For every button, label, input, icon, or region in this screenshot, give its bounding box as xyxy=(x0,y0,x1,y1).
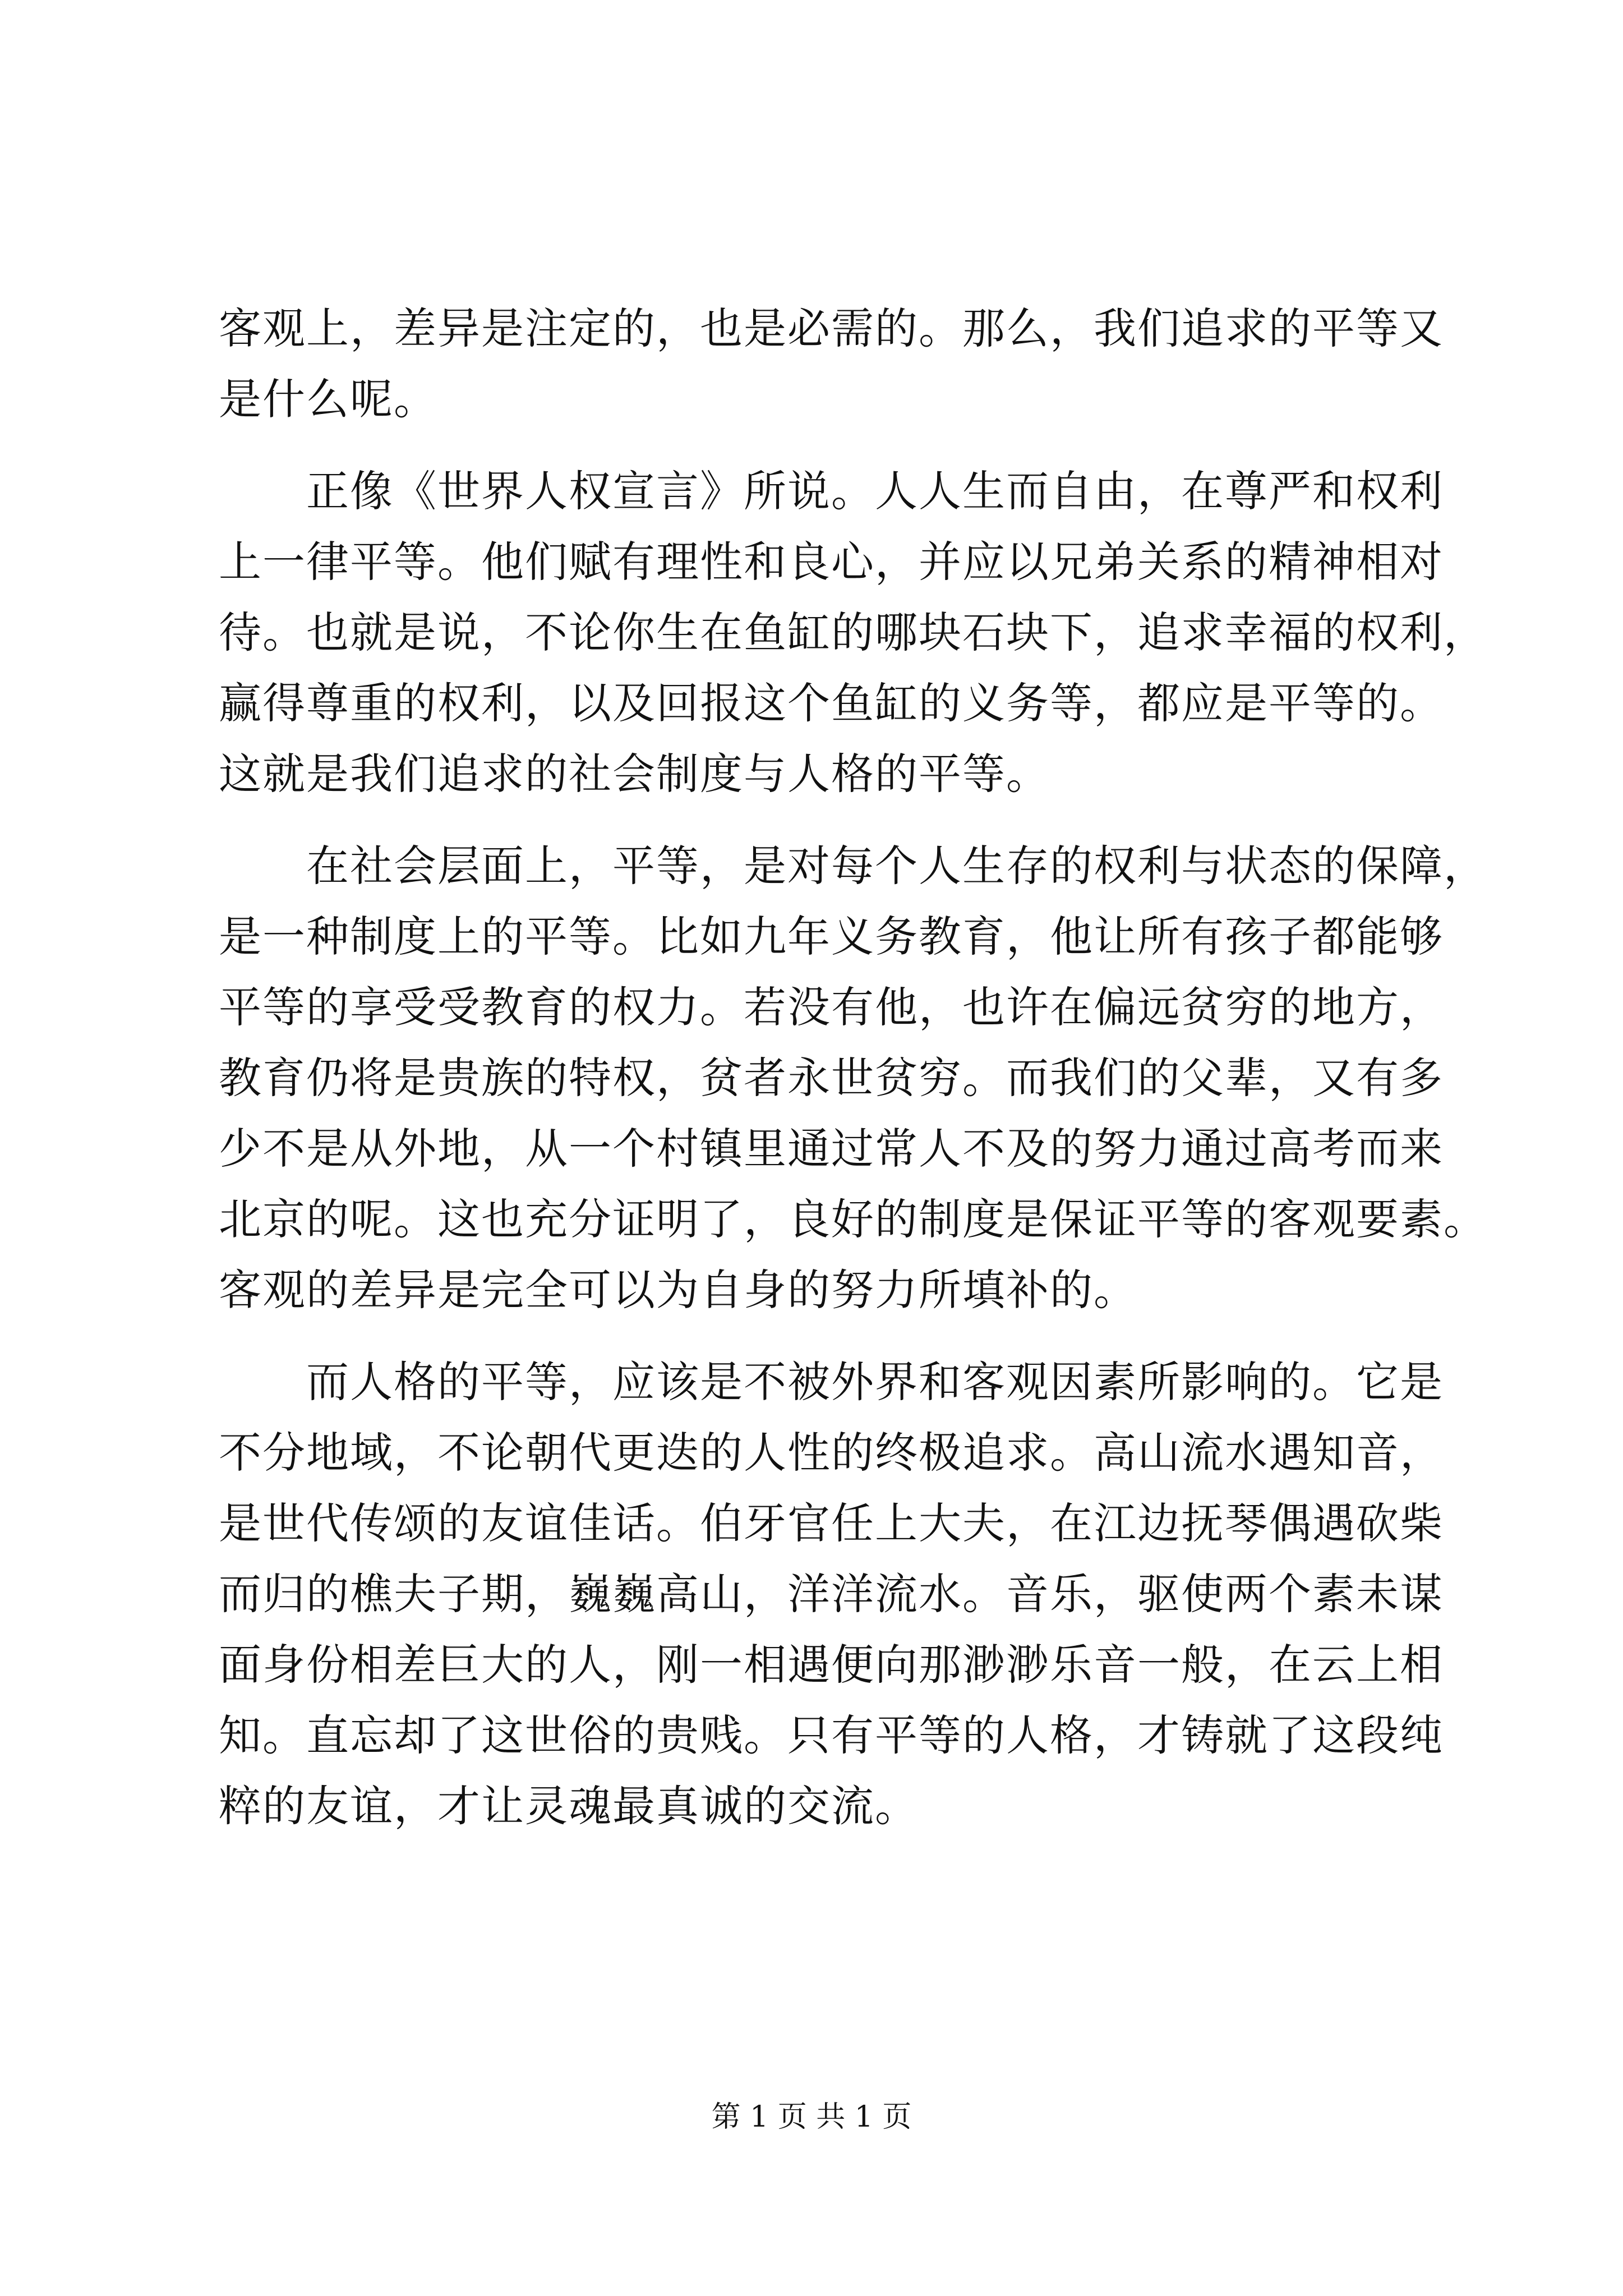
text-line: 平等的享受受教育的权力。若没有他，也许在偏远贫穷的地方， xyxy=(219,982,1444,1032)
paragraph-start-line: 正像《世界人权宣言》所说。人人生而自由，在尊严和权利 xyxy=(306,466,1444,516)
text-line: 教育仍将是贵族的特权，贫者永世贫穷。而我们的父辈，又有多 xyxy=(219,1053,1444,1103)
text-line: 知。直忘却了这世俗的贵贱。只有平等的人格，才铸就了这段纯 xyxy=(219,1710,1444,1760)
text-line: 上一律平等。他们赋有理性和良心，并应以兄弟关系的精神相对 xyxy=(219,537,1444,587)
text-line: 粹的友谊，才让灵魂最真诚的交流。 xyxy=(219,1781,919,1831)
text-line: 这就是我们追求的社会制度与人格的平等。 xyxy=(219,749,1050,799)
text-line: 不分地域，不论朝代更迭的人性的终极追求。高山流水遇知音， xyxy=(219,1428,1444,1478)
page-number-footer: 第 1 页 共 1 页 xyxy=(711,2100,912,2134)
text-line: 客观上，差异是注定的，也是必需的。那么，我们追求的平等又 xyxy=(219,303,1444,353)
text-line: 少不是从外地，从一个村镇里通过常人不及的努力通过高考而来 xyxy=(219,1124,1444,1174)
text-line: 是世代传颂的友谊佳话。伯牙官任上大夫，在江边抚琴偶遇砍柴 xyxy=(219,1498,1444,1548)
text-line: 面身份相差巨大的人，刚一相遇便向那渺渺乐音一般，在云上相 xyxy=(219,1640,1444,1690)
paragraph-start-line: 在社会层面上，平等，是对每个人生存的权利与状态的保障， xyxy=(306,841,1487,891)
text-line: 客观的差异是完全可以为自身的努力所填补的。 xyxy=(219,1265,1137,1315)
text-line: 赢得尊重的权利，以及回报这个鱼缸的义务等，都应是平等的。 xyxy=(219,678,1444,728)
text-line: 待。也就是说，不论你生在鱼缸的哪块石块下，追求幸福的权利， xyxy=(219,608,1487,657)
text-line: 北京的呢。这也充分证明了，良好的制度是保证平等的客观要素。 xyxy=(219,1194,1487,1244)
paragraph-start-line: 而人格的平等，应该是不被外界和客观因素所影响的。它是 xyxy=(306,1357,1444,1407)
text-line: 是什么呢。 xyxy=(219,374,437,424)
text-line: 是一种制度上的平等。比如九年义务教育，他让所有孩子都能够 xyxy=(219,912,1444,961)
text-line: 而归的樵夫子期，巍巍高山，洋洋流水。音乐，驱使两个素未谋 xyxy=(219,1569,1444,1619)
